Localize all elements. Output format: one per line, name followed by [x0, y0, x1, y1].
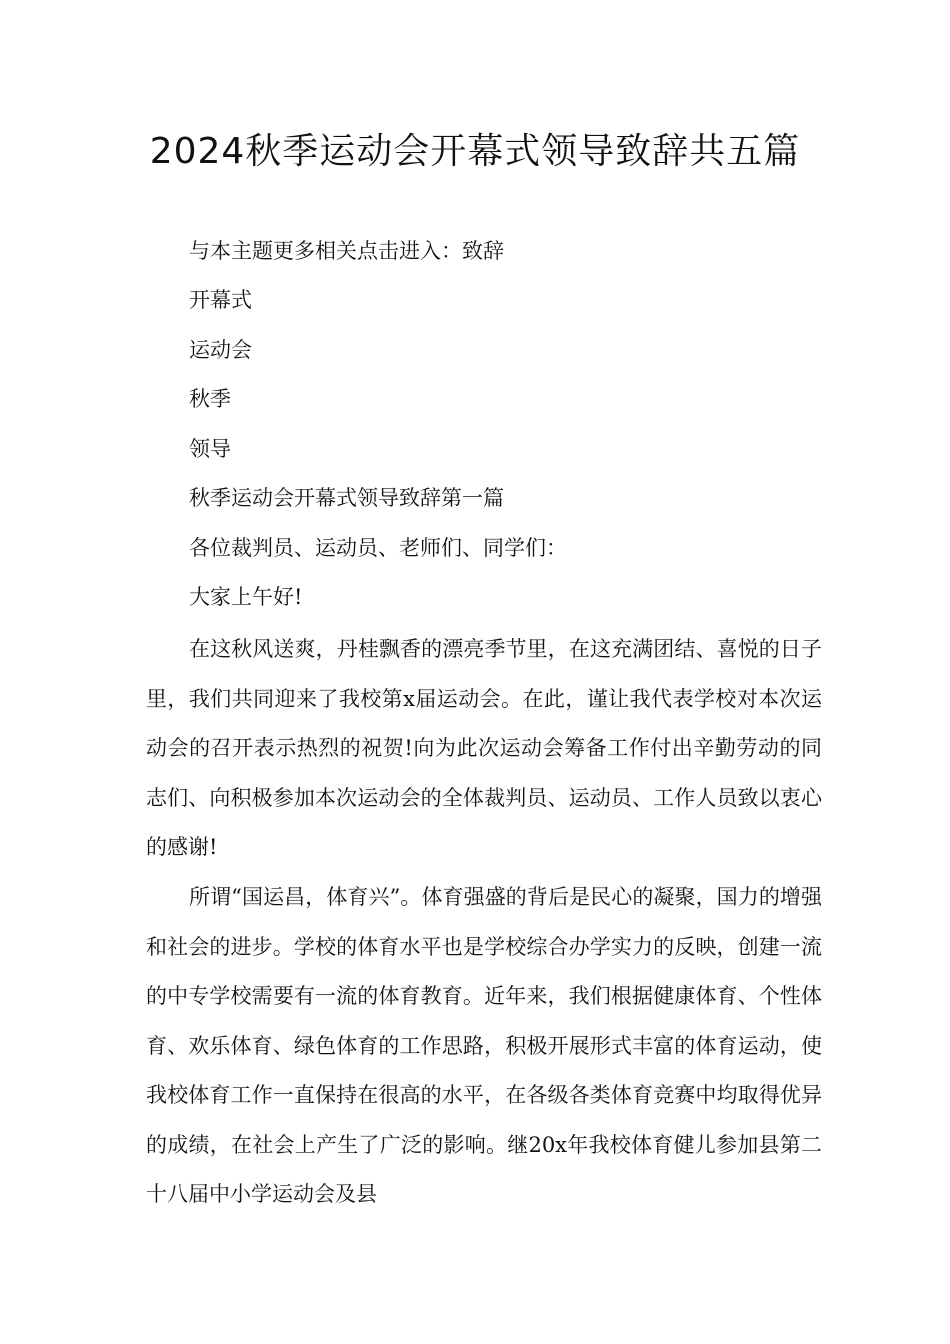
body-paragraph: 所谓“国运昌，体育兴”。体育强盛的背后是民心的凝聚，国力的增强和社会的进步。学校的体育水平也是学校综合办学实力的反映，创建一流的中专学校需要有一流的体育教育。近年来，我们根据健康体育、个性体育、欢乐体育、绿色体育的工作思路，积极开展形式丰富的体育运动，使我校体育工作一直保持在很高的水平，在各级各类体育竞赛中均取得优异的成绩，在社会上产生了广泛的影响。继20x年我校体育健儿参加县第二十八届中小学运动会及县: [146, 885, 822, 1206]
related-topics-prompt[interactable]: 与本主题更多相关点击进入：致辞: [189, 239, 504, 263]
salutation: 各位裁判员、运动员、老师们、同学们：: [189, 536, 567, 560]
document-title: 2024秋季运动会开幕式领导致辞共五篇: [149, 131, 801, 172]
topic-tag-leadership[interactable]: 领导: [189, 437, 231, 461]
greeting: 大家上午好!: [189, 585, 303, 609]
topic-tag-sports-meet[interactable]: 运动会: [189, 338, 252, 362]
topic-tag-opening-ceremony[interactable]: 开幕式: [189, 288, 252, 312]
body-paragraph: 在这秋风送爽，丹桂飘香的漂亮季节里，在这充满团结、喜悦的日子里，我们共同迎来了我校第x届运动会。在此，谨让我代表学校对本次运动会的召开表示热烈的祝贺!向为此次运动会筹备工作付出辛勤劳动的同志们、向积极参加本次运动会的全体裁判员、运动员、工作人员致以衷心的感谢!: [146, 637, 822, 859]
topic-tag-autumn[interactable]: 秋季: [189, 387, 231, 411]
section-title: 秋季运动会开幕式领导致辞第一篇: [189, 486, 504, 510]
